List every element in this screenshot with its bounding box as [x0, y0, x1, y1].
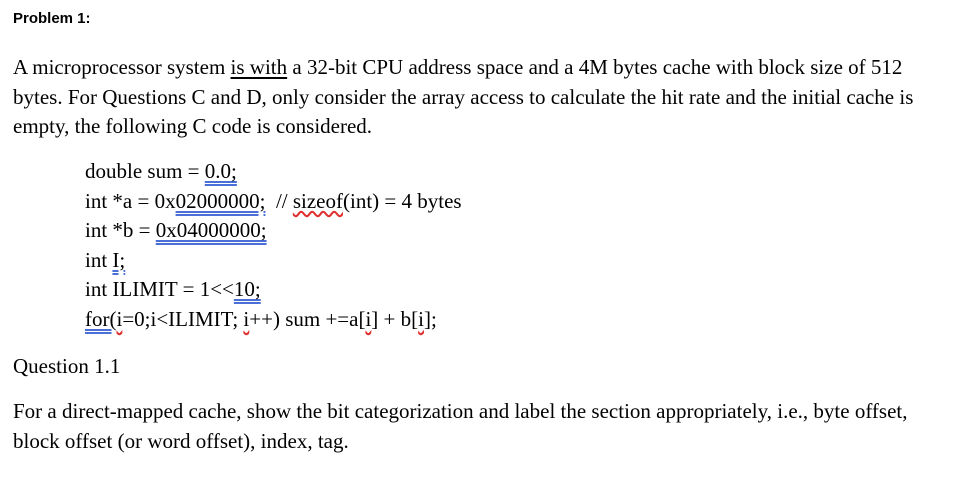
code-text: double sum = — [85, 159, 205, 183]
code-text: =0;i<ILIMIT; — [122, 306, 244, 331]
code-literal: I; — [112, 247, 126, 272]
code-line-ilimit — [85, 275, 462, 305]
code-text: ++) sum +=a[ — [249, 306, 366, 331]
code-var: i — [116, 306, 123, 331]
code-line-i — [85, 246, 462, 276]
code-text: int *b = — [85, 218, 156, 242]
code-snippet — [85, 157, 462, 334]
problem-description — [13, 53, 953, 142]
code-text: ] + b[ — [371, 306, 419, 331]
code-line-sum — [85, 157, 462, 187]
intro-text-start: A microprocessor system — [13, 55, 231, 79]
code-line-b — [85, 216, 462, 246]
code-var: i — [365, 306, 372, 331]
code-text: int — [85, 247, 113, 272]
code-var: i — [418, 306, 424, 331]
code-comment-end: (int) = 4 bytes — [343, 188, 462, 213]
code-literal: 0x04000000; — [155, 218, 267, 242]
code-literal: 0.0; — [204, 159, 237, 183]
code-line-a — [85, 187, 462, 217]
code-literal: 02000000; — [175, 188, 266, 213]
question-text: For a direct-mapped cache, show the bit categorization and label the section appropriately, i.e., byte offset, block offset (or word offset), index, tag. — [13, 399, 908, 453]
code-comment-start: // — [265, 188, 293, 213]
code-var: i — [243, 306, 250, 331]
code-text: ]; — [423, 306, 437, 331]
intro-text-end: a 32-bit CPU address space and a 4M bytes cache with block size of 512 bytes. For Questions C and D, only consider the array access to calculate the hit rate and the initial cache is empty, the following C code is considered. — [13, 55, 914, 138]
code-line-for — [85, 305, 462, 335]
problem-heading: Problem 1: — [13, 10, 91, 27]
code-text: int *a = 0x — [85, 188, 176, 213]
code-keyword: for( — [85, 306, 117, 331]
question-title: Question 1.1 — [13, 354, 121, 378]
code-function: sizeof — [292, 188, 344, 213]
code-literal: 10; — [233, 277, 261, 301]
code-text: int ILIMIT = 1<< — [85, 277, 234, 301]
underlined-phrase: is with — [230, 55, 288, 79]
